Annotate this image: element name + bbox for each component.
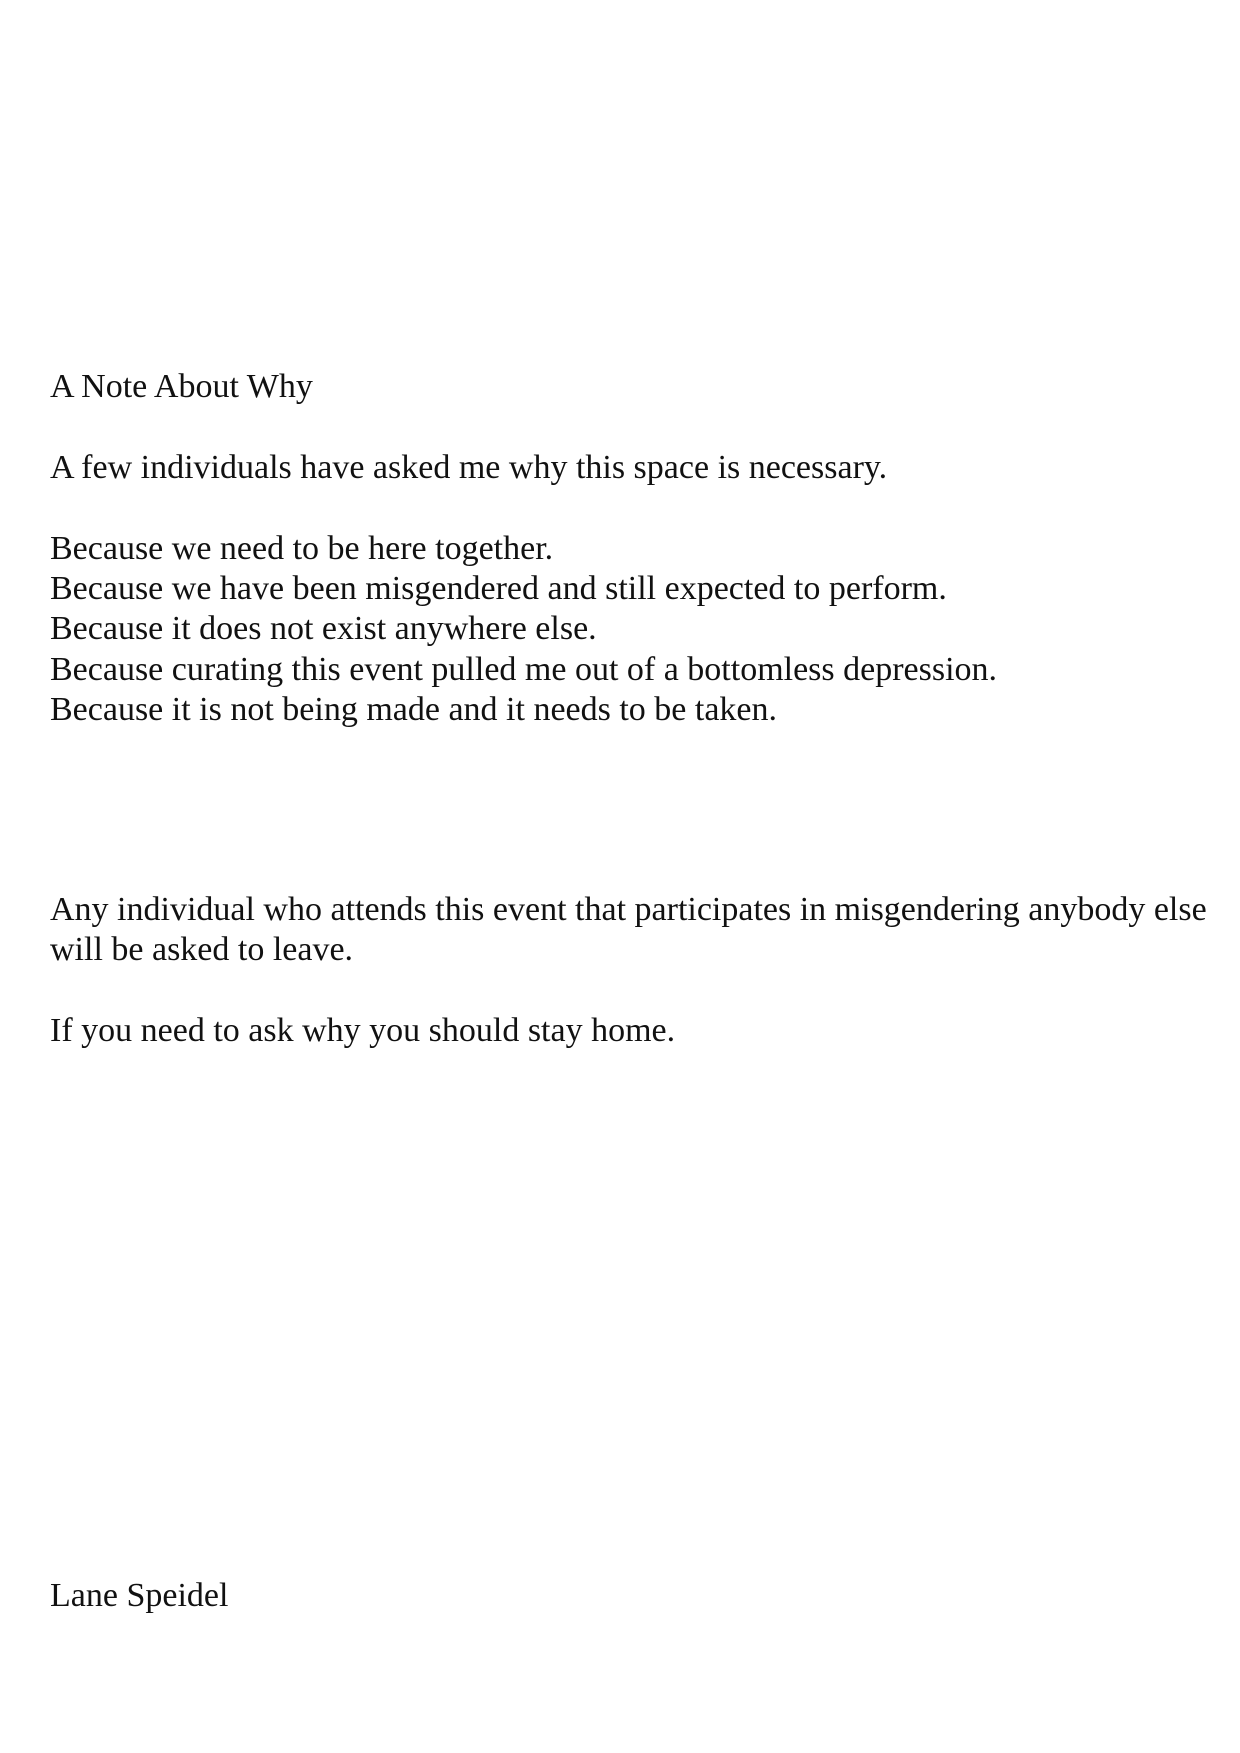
author-signature: Lane Speidel (50, 1577, 229, 1614)
because-line: Because we have been misgendered and still expected to perform. (50, 570, 947, 607)
because-line: Because we need to be here together. (50, 530, 554, 567)
closing-line: If you need to ask why you should stay home. (50, 1012, 676, 1049)
because-line: Because it does not exist anywhere else. (50, 610, 597, 647)
because-line: Because curating this event pulled me out of a bottomless depression. (50, 651, 998, 688)
because-line: Because it is not being made and it needs to be taken. (50, 691, 778, 728)
document-title: A Note About Why (50, 368, 313, 405)
warning-line: will be asked to leave. (50, 931, 354, 968)
intro-paragraph: A few individuals have asked me why this space is necessary. (50, 449, 888, 486)
warning-line: Any individual who attends this event that participates in misgendering anybody else (50, 891, 1207, 928)
